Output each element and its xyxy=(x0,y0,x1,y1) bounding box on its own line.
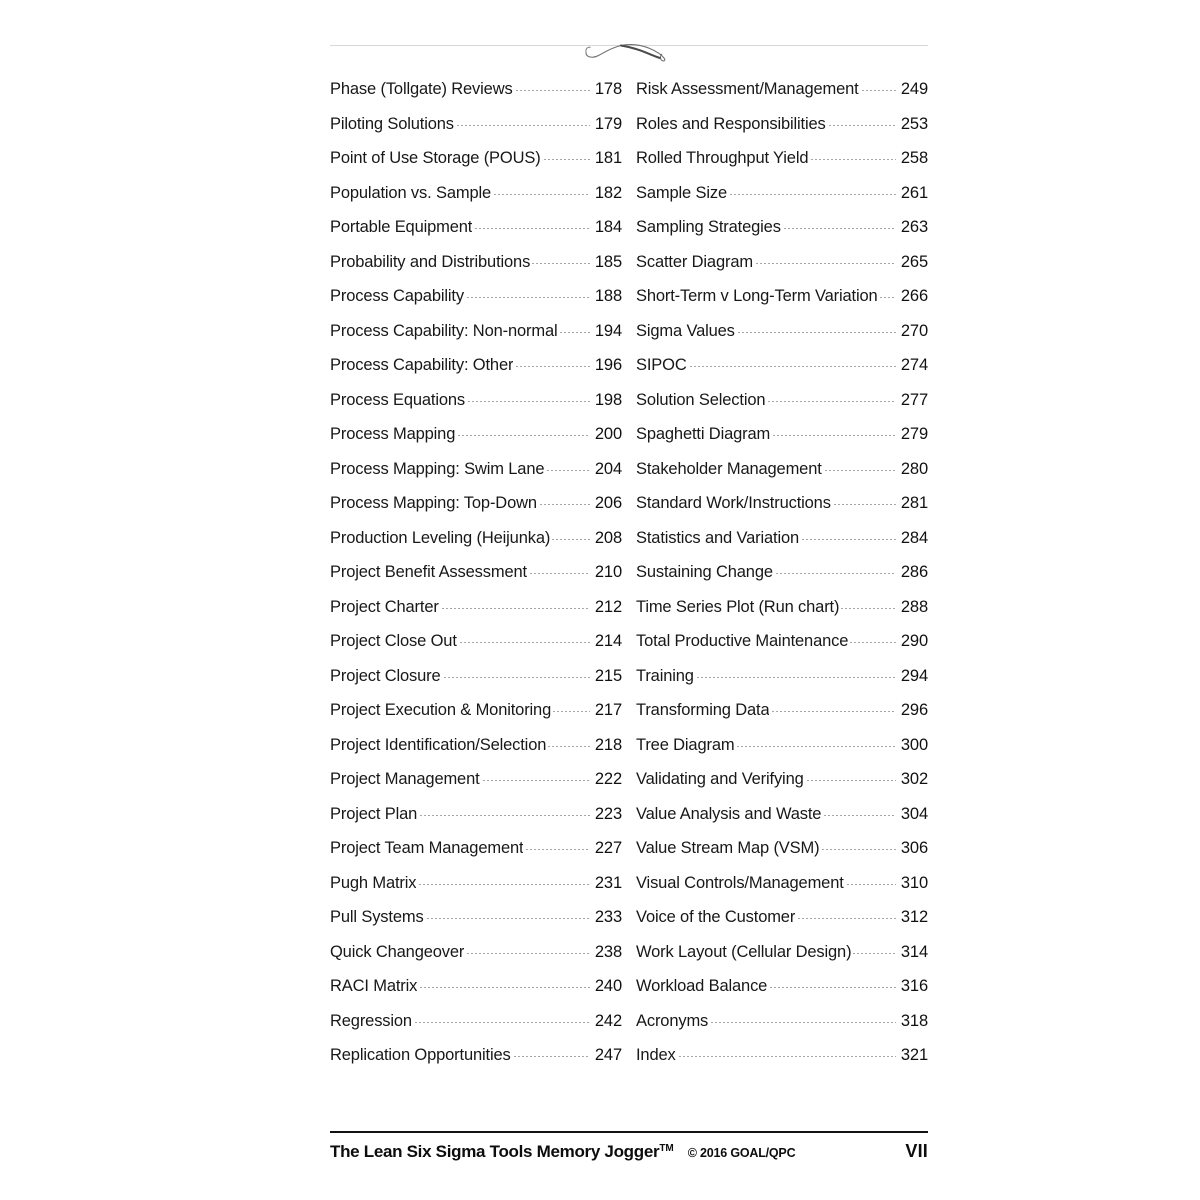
toc-entry[interactable] xyxy=(636,417,928,452)
toc-dot-leader xyxy=(442,608,590,609)
toc-dot-leader xyxy=(773,435,896,436)
toc-entry-title: Project Management xyxy=(330,770,480,788)
toc-dot-leader xyxy=(798,918,896,919)
toc-dot-leader xyxy=(802,539,896,540)
toc-entry[interactable] xyxy=(330,590,622,625)
toc-entry-page-number: 253 xyxy=(900,114,928,133)
toc-entry[interactable] xyxy=(330,1038,622,1073)
toc-entry-page-number: 316 xyxy=(900,977,928,995)
toc-entry[interactable] xyxy=(636,279,928,314)
toc-entry-title: Sampling Strategies xyxy=(636,218,781,236)
toc-entry-page-number: 277 xyxy=(900,390,928,409)
toc-entry-title: Probability and Distributions xyxy=(330,252,531,271)
toc-entry-title: Value Analysis and Waste xyxy=(636,804,822,823)
toc-entry-title: Portable Equipment xyxy=(330,218,473,236)
toc-entry-title: Time Series Plot (Run chart) xyxy=(636,597,840,616)
toc-entry-page-number: 302 xyxy=(900,770,928,788)
toc-entry-title: Scatter Diagram xyxy=(636,252,753,271)
toc-entry-title: Transforming Data xyxy=(636,701,770,719)
toc-entry-title: Point of Use Storage (POUS) xyxy=(330,149,541,167)
toc-entry[interactable] xyxy=(636,624,928,659)
toc-entry-title: Tree Diagram xyxy=(636,735,735,754)
toc-entry[interactable] xyxy=(636,383,928,418)
toc-entry-title: Process Equations xyxy=(330,390,466,409)
toc-dot-leader xyxy=(847,884,896,885)
toc-entry[interactable] xyxy=(636,693,928,728)
toc-entry-page-number: 188 xyxy=(594,287,622,305)
toc-entry-page-number: 304 xyxy=(900,804,928,823)
toc-dot-leader xyxy=(553,711,590,712)
toc-entry[interactable] xyxy=(636,590,928,625)
toc-entry-title: Process Capability xyxy=(330,287,464,305)
toc-entry[interactable] xyxy=(636,831,928,866)
toc-entry-page-number: 218 xyxy=(594,735,622,754)
toc-entry-page-number: 238 xyxy=(594,942,622,961)
toc-entry-title: RACI Matrix xyxy=(330,977,418,995)
toc-dot-leader xyxy=(850,642,896,643)
toc-entry-page-number: 281 xyxy=(900,494,928,512)
toc-entry-title: Project Execution & Monitoring xyxy=(330,701,552,719)
toc-entry-page-number: 321 xyxy=(900,1046,928,1064)
toc-entry-page-number: 290 xyxy=(900,632,928,650)
toc-entry-title: Production Leveling (Heijunka) xyxy=(330,528,551,547)
toc-entry-title: Quick Changeover xyxy=(330,942,465,961)
toc-dot-leader xyxy=(784,228,896,229)
toc-entry-title: Standard Work/Instructions xyxy=(636,494,831,512)
toc-entry-title: Process Mapping: Swim Lane xyxy=(330,459,545,478)
toc-entry[interactable] xyxy=(636,1004,928,1039)
toc-dot-leader xyxy=(841,608,896,609)
toc-entry[interactable] xyxy=(636,210,928,245)
toc-entry[interactable] xyxy=(330,383,622,418)
toc-entry-title: Spaghetti Diagram xyxy=(636,425,771,443)
toc-column-right xyxy=(636,72,928,1073)
toc-entry-page-number: 198 xyxy=(594,390,622,409)
toc-entry-page-number: 182 xyxy=(594,183,622,202)
toc-entry[interactable] xyxy=(636,1038,928,1073)
toc-entry-title: Replication Opportunities xyxy=(330,1046,511,1064)
toc-entry-page-number: 179 xyxy=(594,114,622,133)
toc-entry[interactable] xyxy=(330,279,622,314)
toc-dot-leader xyxy=(560,332,590,333)
toc-dot-leader xyxy=(772,711,896,712)
toc-dot-leader xyxy=(544,159,590,160)
toc-entry-title: Rolled Throughput Yield xyxy=(636,149,809,167)
toc-entry[interactable] xyxy=(330,176,622,211)
toc-entry-title: Regression xyxy=(330,1011,412,1030)
toc-entry-page-number: 212 xyxy=(594,597,622,616)
toc-entry-page-number: 294 xyxy=(900,666,928,685)
toc-entry[interactable] xyxy=(636,348,928,383)
toc-entry-page-number: 194 xyxy=(594,321,622,340)
toc-entry[interactable] xyxy=(636,728,928,763)
toc-dot-leader xyxy=(530,573,590,574)
toc-dot-leader xyxy=(697,677,896,678)
toc-entry-page-number: 249 xyxy=(900,80,928,98)
footer-line xyxy=(330,1141,928,1162)
toc-entry-title: Stakeholder Management xyxy=(636,459,822,478)
toc-entry-title: Project Charter xyxy=(330,597,439,616)
toc-entry-page-number: 227 xyxy=(594,839,622,857)
toc-entry[interactable] xyxy=(330,831,622,866)
toc-entry-title: SIPOC xyxy=(636,356,687,374)
toc-entry-title: Statistics and Variation xyxy=(636,528,800,547)
toc-entry[interactable] xyxy=(330,624,622,659)
toc-entry[interactable] xyxy=(636,141,928,176)
toc-entry[interactable] xyxy=(330,866,622,901)
toc-entry[interactable] xyxy=(636,969,928,1004)
toc-dot-leader xyxy=(419,884,590,885)
toc-dot-leader xyxy=(829,125,896,126)
toc-entry-page-number: 296 xyxy=(900,701,928,719)
toc-dot-leader xyxy=(467,953,590,954)
toc-entry-title: Risk Assessment/Management xyxy=(636,80,859,98)
toc-dot-leader xyxy=(730,194,896,195)
toc-entry[interactable] xyxy=(636,314,928,349)
toc-dot-leader xyxy=(444,677,590,678)
toc-entry-page-number: 261 xyxy=(900,183,928,202)
toc-entry-title: Process Capability: Other xyxy=(330,356,514,374)
toc-entry[interactable] xyxy=(636,245,928,280)
toc-dot-leader xyxy=(548,746,590,747)
toc-dot-leader xyxy=(811,159,896,160)
footer-book-title: The Lean Six Sigma Tools Memory Jogger xyxy=(330,1142,660,1161)
toc-entry-title: Project Closure xyxy=(330,666,441,685)
toc-entry-title: Process Mapping xyxy=(330,425,456,443)
toc-entry-title: Total Productive Maintenance xyxy=(636,632,849,650)
toc-dot-leader xyxy=(526,849,590,850)
toc-dot-leader xyxy=(427,918,590,919)
toc-entry[interactable] xyxy=(330,728,622,763)
toc-entry-page-number: 206 xyxy=(594,494,622,512)
toc-entry-page-number: 208 xyxy=(594,528,622,547)
toc-dot-leader xyxy=(467,297,590,298)
toc-entry-page-number: 258 xyxy=(900,149,928,167)
toc-dot-leader xyxy=(457,125,590,126)
toc-entry-page-number: 214 xyxy=(594,632,622,650)
toc-entry-title: Piloting Solutions xyxy=(330,114,454,133)
toc-entry-title: Project Benefit Assessment xyxy=(330,563,527,581)
toc-entry-title: Roles and Responsibilities xyxy=(636,114,826,133)
toc-dot-leader xyxy=(711,1022,896,1023)
toc-dot-leader xyxy=(825,470,896,471)
toc-entry-title: Sustaining Change xyxy=(636,563,773,581)
toc-entry-title: Pugh Matrix xyxy=(330,873,417,892)
toc-entry-page-number: 233 xyxy=(594,908,622,926)
toc-entry-page-number: 270 xyxy=(900,321,928,340)
toc-dot-leader xyxy=(516,366,590,367)
toc-entry[interactable] xyxy=(636,900,928,935)
toc-entry-page-number: 300 xyxy=(900,735,928,754)
toc-dot-leader xyxy=(483,780,590,781)
toc-entry[interactable] xyxy=(636,521,928,556)
toc-entry[interactable] xyxy=(330,486,622,521)
toc-entry-page-number: 265 xyxy=(900,252,928,271)
toc-entry-page-number: 280 xyxy=(900,459,928,478)
toc-entry-page-number: 204 xyxy=(594,459,622,478)
toc-dot-leader xyxy=(516,90,590,91)
toc-entry-page-number: 181 xyxy=(594,149,622,167)
toc-dot-leader xyxy=(460,642,590,643)
toc-dot-leader xyxy=(768,401,896,402)
footer-rule xyxy=(330,1131,928,1133)
toc-entry-title: Work Layout (Cellular Design) xyxy=(636,942,852,961)
toc-entry-title: Project Plan xyxy=(330,804,418,823)
toc-dot-leader xyxy=(679,1056,896,1057)
toc-entry-page-number: 242 xyxy=(594,1011,622,1030)
toc-dot-leader xyxy=(514,1056,590,1057)
toc-entry-page-number: 217 xyxy=(594,701,622,719)
toc-entry-title: Solution Selection xyxy=(636,390,766,409)
toc-entry-page-number: 288 xyxy=(900,597,928,616)
toc-dot-leader xyxy=(807,780,896,781)
toc-dot-leader xyxy=(475,228,590,229)
toc-entry[interactable] xyxy=(330,693,622,728)
footer-page-number: VII xyxy=(905,1141,928,1161)
toc-entry[interactable] xyxy=(636,107,928,142)
toc-entry-page-number: 240 xyxy=(594,977,622,995)
toc-entry-page-number: 215 xyxy=(594,666,622,685)
toc-dot-leader xyxy=(737,746,896,747)
toc-entry-page-number: 266 xyxy=(900,287,928,305)
toc-entry-title: Sample Size xyxy=(636,183,727,202)
toc-dot-leader xyxy=(690,366,896,367)
toc-entry-page-number: 284 xyxy=(900,528,928,547)
toc-entry-title: Acronyms xyxy=(636,1011,709,1030)
toc-dot-leader xyxy=(468,401,590,402)
toc-entry[interactable] xyxy=(330,1004,622,1039)
toc-entry-title: Value Stream Map (VSM) xyxy=(636,839,820,857)
toc-entry-title: Project Close Out xyxy=(330,632,457,650)
toc-entry-page-number: 314 xyxy=(900,942,928,961)
toc-dot-leader xyxy=(415,1022,590,1023)
toc-entry[interactable] xyxy=(330,72,622,107)
toc-dot-leader xyxy=(756,263,896,264)
toc-entry[interactable] xyxy=(636,72,928,107)
toc-entry-title: Process Mapping: Top-Down xyxy=(330,494,537,512)
toc-entry-title: Project Identification/Selection xyxy=(330,735,547,754)
toc-dot-leader xyxy=(853,953,896,954)
toc-entry-title: Project Team Management xyxy=(330,839,524,857)
toc-entry[interactable] xyxy=(330,210,622,245)
toc-entry-page-number: 263 xyxy=(900,218,928,236)
toc-entry[interactable] xyxy=(636,659,928,694)
toc-entry-page-number: 223 xyxy=(594,804,622,823)
swash-flourish-icon xyxy=(574,30,684,64)
toc-entry-title: Workload Balance xyxy=(636,977,768,995)
toc-dot-leader xyxy=(552,539,590,540)
toc-entry-title: Sigma Values xyxy=(636,321,735,340)
toc-entry-page-number: 312 xyxy=(900,908,928,926)
toc-body xyxy=(330,72,928,1073)
toc-entry[interactable] xyxy=(330,107,622,142)
toc-entry[interactable] xyxy=(330,245,622,280)
toc-dot-leader xyxy=(776,573,896,574)
toc-entry[interactable] xyxy=(330,900,622,935)
toc-entry-page-number: 196 xyxy=(594,356,622,374)
toc-dot-leader xyxy=(547,470,590,471)
toc-entry-title: Voice of the Customer xyxy=(636,908,796,926)
toc-entry-page-number: 306 xyxy=(900,839,928,857)
toc-entry-page-number: 185 xyxy=(594,252,622,271)
toc-dot-leader xyxy=(770,987,896,988)
toc-entry[interactable] xyxy=(330,452,622,487)
page-footer xyxy=(330,1131,928,1162)
toc-entry-page-number: 178 xyxy=(594,80,622,98)
toc-dot-leader xyxy=(824,815,896,816)
toc-dot-leader xyxy=(880,297,896,298)
toc-entry-page-number: 231 xyxy=(594,873,622,892)
toc-dot-leader xyxy=(834,504,896,505)
toc-entry-title: Phase (Tollgate) Reviews xyxy=(330,80,513,98)
top-ornament xyxy=(330,30,928,64)
toc-entry-title: Process Capability: Non-normal xyxy=(330,321,558,340)
toc-dot-leader xyxy=(822,849,896,850)
toc-entry-page-number: 286 xyxy=(900,563,928,581)
toc-column-left xyxy=(330,72,622,1073)
trademark-mark: TM xyxy=(659,1143,674,1154)
toc-entry-page-number: 247 xyxy=(594,1046,622,1064)
toc-dot-leader xyxy=(458,435,590,436)
toc-entry[interactable] xyxy=(636,486,928,521)
toc-entry[interactable] xyxy=(330,521,622,556)
toc-entry-page-number: 210 xyxy=(594,563,622,581)
toc-entry[interactable] xyxy=(636,866,928,901)
toc-entry-page-number: 310 xyxy=(900,873,928,892)
toc-entry[interactable] xyxy=(636,555,928,590)
toc-entry-title: Training xyxy=(636,666,694,685)
toc-entry[interactable] xyxy=(636,176,928,211)
toc-entry-page-number: 184 xyxy=(594,218,622,236)
toc-entry[interactable] xyxy=(330,417,622,452)
toc-entry-title: Index xyxy=(636,1046,676,1064)
toc-entry[interactable] xyxy=(636,452,928,487)
toc-entry-title: Pull Systems xyxy=(330,908,424,926)
toc-entry[interactable] xyxy=(636,797,928,832)
toc-dot-leader xyxy=(738,332,896,333)
toc-entry[interactable] xyxy=(330,762,622,797)
toc-entry-page-number: 274 xyxy=(900,356,928,374)
toc-entry-page-number: 318 xyxy=(900,1011,928,1030)
toc-entry[interactable] xyxy=(330,141,622,176)
toc-entry[interactable] xyxy=(636,762,928,797)
toc-entry[interactable] xyxy=(330,659,622,694)
toc-entry-title: Population vs. Sample xyxy=(330,183,492,202)
toc-entry-page-number: 279 xyxy=(900,425,928,443)
toc-entry[interactable] xyxy=(330,348,622,383)
toc-entry-page-number: 200 xyxy=(594,425,622,443)
toc-entry-title: Visual Controls/Management xyxy=(636,873,844,892)
toc-entry-title: Validating and Verifying xyxy=(636,770,804,788)
toc-dot-leader xyxy=(494,194,590,195)
toc-entry-page-number: 222 xyxy=(594,770,622,788)
toc-dot-leader xyxy=(862,90,896,91)
toc-dot-leader xyxy=(532,263,590,264)
toc-entry[interactable] xyxy=(330,969,622,1004)
toc-dot-leader xyxy=(420,815,590,816)
toc-entry-title: Short-Term v Long-Term Variation xyxy=(636,287,878,305)
footer-copyright: © 2016 GOAL/QPC xyxy=(687,1146,796,1160)
toc-dot-leader xyxy=(540,504,590,505)
toc-entry[interactable] xyxy=(330,314,622,349)
toc-entry[interactable] xyxy=(330,935,622,970)
toc-entry[interactable] xyxy=(636,935,928,970)
toc-entry[interactable] xyxy=(330,555,622,590)
toc-entry[interactable] xyxy=(330,797,622,832)
toc-dot-leader xyxy=(420,987,590,988)
